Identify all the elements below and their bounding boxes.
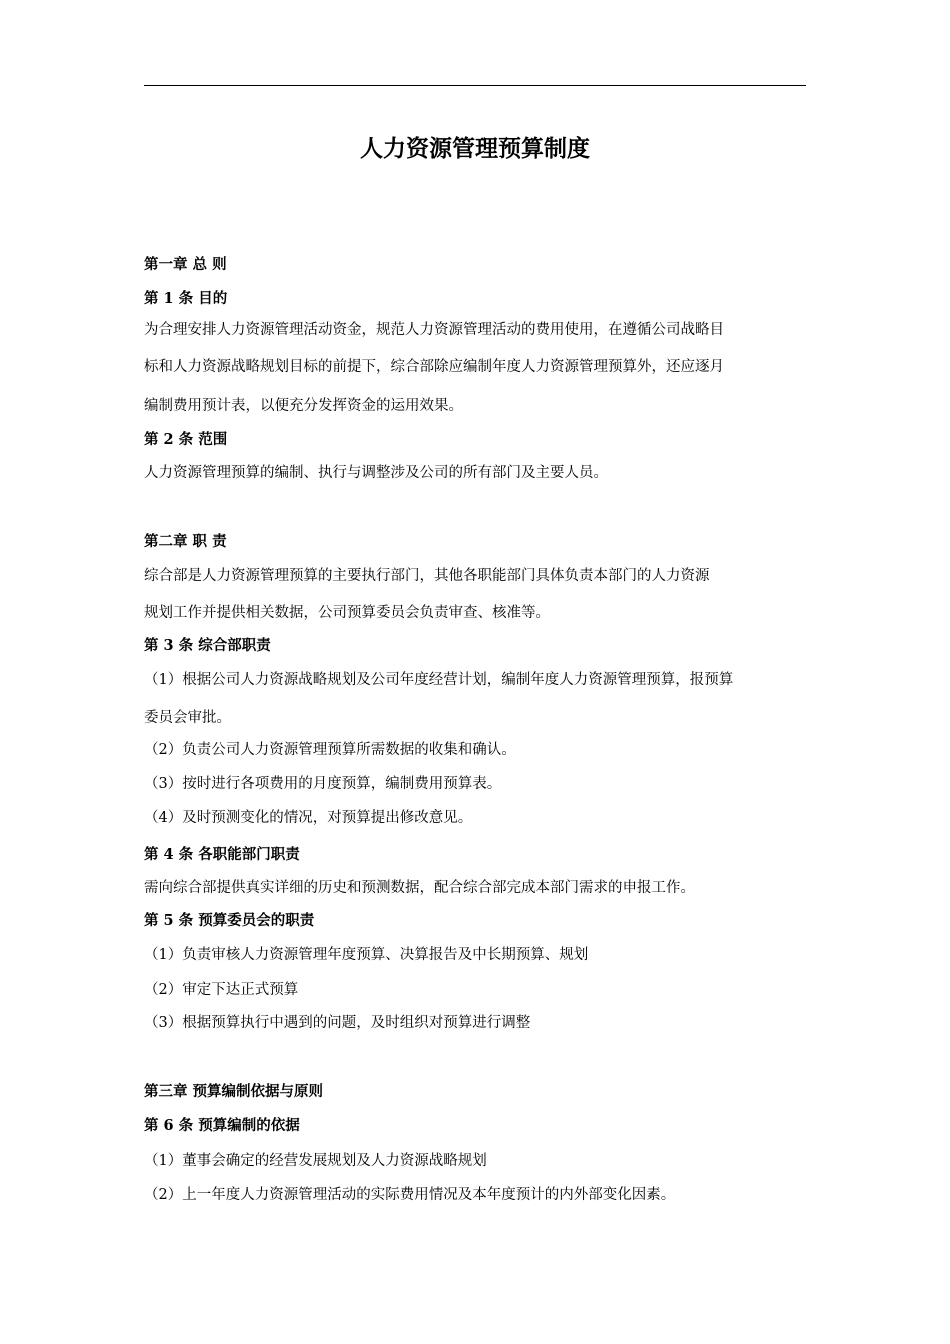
list-item: （1）根据公司人力资源战略规划及公司年度经营计划，编制年度人力资源管理预算，报预算 — [144, 672, 734, 688]
paragraph-line: 人力资源管理预算的编制、执行与调整涉及公司的所有部门及主要人员。 — [144, 465, 608, 481]
list-item: 委员会审批。 — [144, 710, 231, 726]
list-item: （2）上一年度人力资源管理活动的实际费用情况及本年度预计的内外部变化因素。 — [144, 1187, 676, 1203]
paragraph-line: 标和人力资源战略规划目标的前提下，综合部除应编制年度人力资源管理预算外，还应逐月 — [144, 359, 724, 375]
article-heading: 第 1 条 目的 — [144, 290, 228, 307]
paragraph-line: 编制费用预计表，以便充分发挥资金的运用效果。 — [144, 398, 463, 414]
article-heading: 第 2 条 范围 — [144, 431, 228, 448]
chapter-heading: 第二章 职 责 — [144, 533, 227, 550]
document-title: 人力资源管理预算制度 — [360, 135, 590, 162]
header-rule — [144, 85, 806, 86]
article-heading: 第 5 条 预算委员会的职责 — [144, 912, 315, 929]
list-item: （2）负责公司人力资源管理预算所需数据的收集和确认。 — [144, 742, 516, 758]
list-item: （2）审定下达正式预算 — [144, 982, 299, 998]
paragraph-line: 需向综合部提供真实详细的历史和预测数据，配合综合部完成本部门需求的申报工作。 — [144, 880, 695, 896]
chapter-heading: 第一章 总 则 — [144, 256, 227, 273]
article-heading: 第 6 条 预算编制的依据 — [144, 1117, 300, 1134]
article-heading: 第 3 条 综合部职责 — [144, 637, 271, 654]
chapter-heading: 第三章 预算编制依据与原则 — [144, 1083, 324, 1100]
list-item: （3）按时进行各项费用的月度预算，编制费用预算表。 — [144, 776, 502, 792]
paragraph-line: 综合部是人力资源管理预算的主要执行部门，其他各职能部门具体负责本部门的人力资源 — [144, 568, 710, 584]
list-item: （1）负责审核人力资源管理年度预算、决算报告及中长期预算、规划 — [144, 947, 589, 963]
paragraph-line: 为合理安排人力资源管理活动资金，规范人力资源管理活动的费用使用，在遵循公司战略目 — [144, 322, 724, 338]
list-item: （4）及时预测变化的情况，对预算提出修改意见。 — [144, 810, 473, 826]
article-heading: 第 4 条 各职能部门职责 — [144, 846, 300, 863]
list-item: （1）董事会确定的经营发展规划及人力资源战略规划 — [144, 1153, 487, 1169]
paragraph-line: 规划工作并提供相关数据，公司预算委员会负责审查、核准等。 — [144, 605, 550, 621]
list-item: （3）根据预算执行中遇到的问题，及时组织对预算进行调整 — [144, 1015, 531, 1031]
